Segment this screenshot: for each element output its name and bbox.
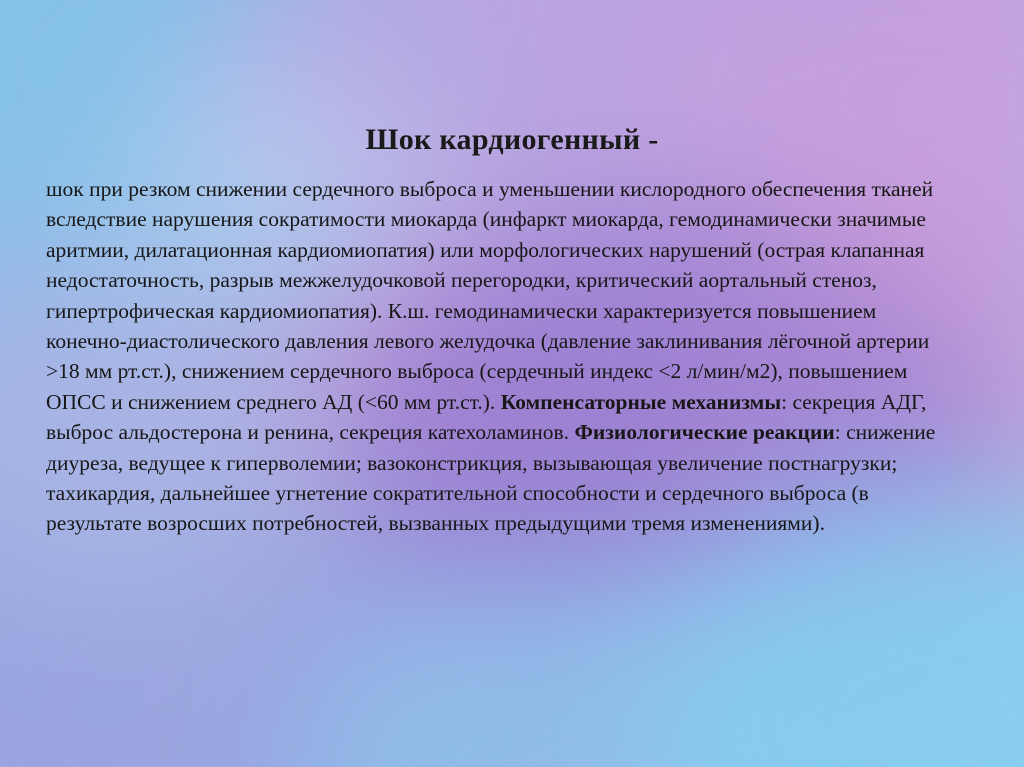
body-emphasis: Физиологические реакции <box>574 420 835 445</box>
slide-title: Шок кардиогенный - <box>365 123 659 156</box>
body-segment: : снижение диуреза, ведущее к гиперволемии; вазоконстрикция, вызывающая увеличение постнагрузки; тахикардия, дальнейшее угнетение сократительной способности и сердечного выброса (в результате возросших потребностей, вызванных предыдущими тремя изменениями). <box>46 420 936 536</box>
slide-body-text <box>46 174 936 539</box>
body-emphasis: Компенсаторные механизмы <box>500 389 782 414</box>
body-segment: шок при резком снижении сердечного выброса и уменьшении кислородного обеспечения тканей вследствие нарушения сократимости миокарда (инфаркт миокарда, гемодинамически значимые аритмии, дилатационная кардиомиопатия) или морфологических нарушений (острая клапанная недостаточность, разрыв межжелудочковой перегородки, критический аортальный стеноз, гипертрофическая кардиомиопатия). К.ш. гемодинамически характеризуется повышением конечно-диастолического давления левого желудочка (давление заклинивания лёгочной артерии >18 мм рт.ст.), снижением сердечного выброса (сердечный индекс <2 л/мин/м2), повышением ОПСС и снижением среднего АД (<60 мм рт.ст.). <box>46 177 934 414</box>
body-segment: : секреция АДГ, выброс альдостерона и ренина, секреция катехоламинов. <box>46 389 927 445</box>
